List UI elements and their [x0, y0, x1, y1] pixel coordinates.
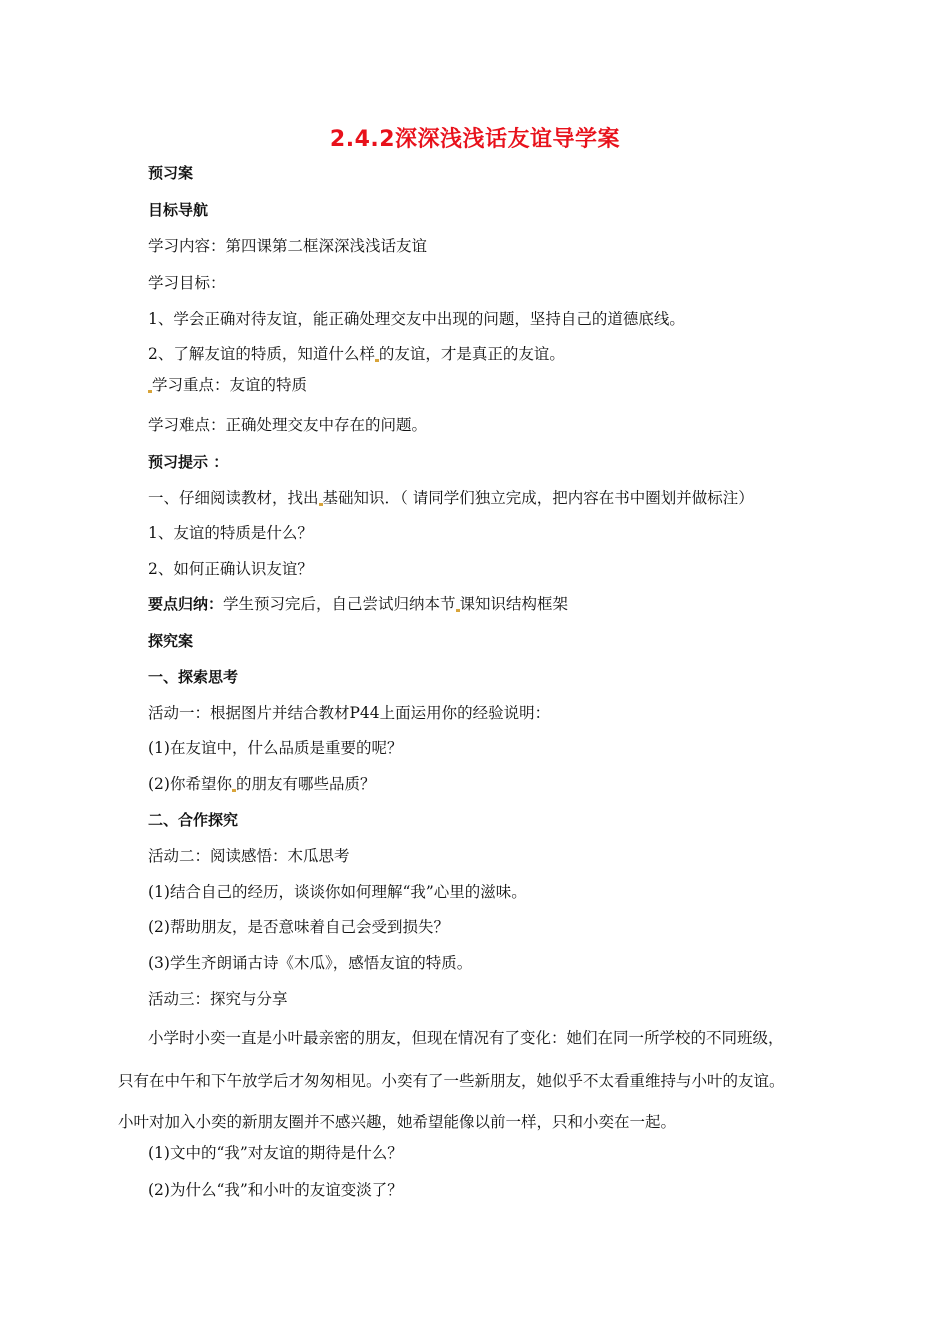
subheading-preview-tips: 预习提示 ： — [148, 453, 229, 471]
instruction-part-a: 一、仔细阅读教材，找出 — [148, 489, 319, 507]
story-paragraph-line-3: 小叶对加入小奕的新朋友圈并不感兴趣，她希望能像以前一样，只和小奕在一起。 — [118, 1113, 677, 1131]
goal-item-2 — [148, 344, 565, 364]
instruction-line — [148, 488, 754, 508]
activity-1-question-2-part-b: 的朋友有哪些品质？ — [235, 775, 376, 793]
goal-item-2-part-b: 的友谊，才是真正的友谊。 — [378, 345, 565, 363]
section-heading-preview: 预习案 — [148, 164, 194, 182]
activity-3-question-1: (1)文中的“我”对友谊的期待是什么？ — [148, 1144, 403, 1162]
activity-2-question-3: (3)学生齐朗诵古诗《木瓜》，感悟友谊的特质。 — [148, 954, 473, 972]
section-heading-explore: 探究案 — [148, 632, 194, 650]
goal-item-1: 1、学会正确对待友谊，能正确处理交友中出现的问题，坚持自己的道德底线。 — [148, 310, 685, 328]
study-content-line: 学习内容：第四课第二框深深浅浅话友谊 — [148, 237, 428, 255]
activity-2-question-2: (2)帮助朋友，是否意味着自己会受到损失？ — [148, 918, 449, 936]
subheading-goal-navigation: 目标导航 — [148, 201, 209, 219]
activity-1-question-2 — [148, 774, 375, 794]
instruction-part-b: 基础知识．（ 请同学们独立完成，把内容在书中圈划并做标注） — [322, 489, 754, 507]
difficulty-line: 学习难点：正确处理交友中存在的问题。 — [148, 416, 428, 434]
study-goals-label: 学习目标： — [148, 274, 226, 292]
story-paragraph-line-1: 小学时小奕一直是小叶最亲密的朋友，但现在情况有了变化：她们在同一所学校的不同班级， — [148, 1029, 784, 1047]
activity-1-question-2-part-a: (2)你希望你 — [148, 775, 232, 793]
activity-1-question-1: (1)在友谊中，什么品质是重要的呢？ — [148, 739, 403, 757]
summary-part-b: 课知识结构框架 — [459, 595, 569, 613]
question-1: 1、友谊的特质是什么？ — [148, 524, 313, 542]
activity-2-question-1: (1)结合自己的经历，谈谈你如何理解“我”心里的滋味。 — [148, 883, 527, 901]
activity-1: 活动一：根据图片并结合教材P44上面运用你的经验说明： — [148, 704, 551, 722]
activity-2: 活动二：阅读感悟：木瓜思考 — [148, 847, 350, 865]
document-title: 2.4.2深深浅浅话友谊导学案 — [329, 127, 621, 152]
story-paragraph-line-2: 只有在中午和下午放学后才匆匆相见。小奕有了一些新朋友，她似乎不太看重维持与小叶的友谊。 — [118, 1072, 785, 1090]
activity-3-question-2: (2)为什么“我”和小叶的友谊变淡了？ — [148, 1181, 403, 1199]
summary-label: 要点归纳： — [148, 595, 224, 613]
summary-line — [148, 594, 568, 614]
summary-part-a: 学生预习完后，自己尝试归纳本节 — [223, 595, 456, 613]
subheading-explore-think: 一、探索思考 — [148, 668, 239, 686]
question-2: 2、如何正确认识友谊？ — [148, 560, 313, 578]
key-point-text: 学习重点：友谊的特质 — [152, 376, 308, 394]
subheading-cooperative-inquiry: 二、合作探究 — [148, 811, 239, 829]
goal-item-2-part-a: 2、了解友谊的特质，知道什么样 — [148, 345, 375, 363]
activity-3: 活动三：探究与分享 — [148, 990, 288, 1008]
key-point-line — [148, 375, 307, 395]
